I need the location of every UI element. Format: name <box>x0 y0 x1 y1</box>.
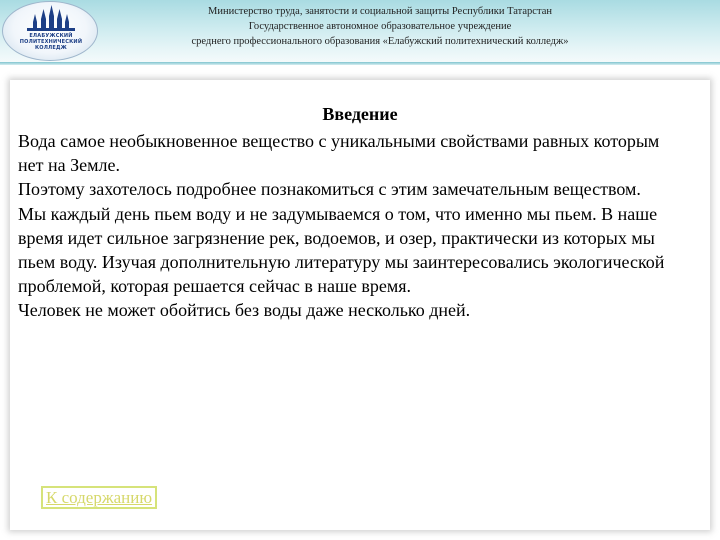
slide-body <box>18 129 688 323</box>
institution-type-line: Государственное автономное образовательное учреждение <box>248 21 512 32</box>
paragraph: Вода самое необыкновенное вещество с уникальными свойствами равных которым нет на Земле. <box>18 131 660 176</box>
institution-header <box>120 4 640 49</box>
college-name-line: среднего профессионального образования «Елабужский политехнический колледж» <box>191 36 569 47</box>
logo-text-line2: ПОЛИТЕХНИЧЕСКИЙ <box>19 39 83 45</box>
paragraph: Мы каждый день пьем воду и не задумываемся о том, что именно мы пьем. В наше время идет сильное загрязнение рек, водоемов, и озер, практически из которых мы пьем воду. Изучая дополнительную литературу мы заинтересовались экологической проблемой, которая решается сейчас в наше время. <box>18 203 665 297</box>
table-of-contents-link[interactable]: К содержанию <box>41 486 157 509</box>
ministry-line: Министерство труда, занятости и социальной защиты Республики Татарстан <box>208 6 552 17</box>
header-divider <box>0 62 720 65</box>
college-logo <box>2 1 98 61</box>
paragraph: Поэтому захотелось подробнее познакомиться с этим замечательным веществом. <box>18 179 641 200</box>
logo-text-line1: ЕЛАБУЖСКИЙ <box>29 33 73 39</box>
kremlin-skyline-icon <box>3 2 98 61</box>
slide-title: Введение <box>322 104 398 124</box>
paragraph: Человек не может обойтись без воды даже несколько дней. <box>18 300 471 321</box>
logo-text-line3: КОЛЛЕДЖ <box>34 45 68 51</box>
